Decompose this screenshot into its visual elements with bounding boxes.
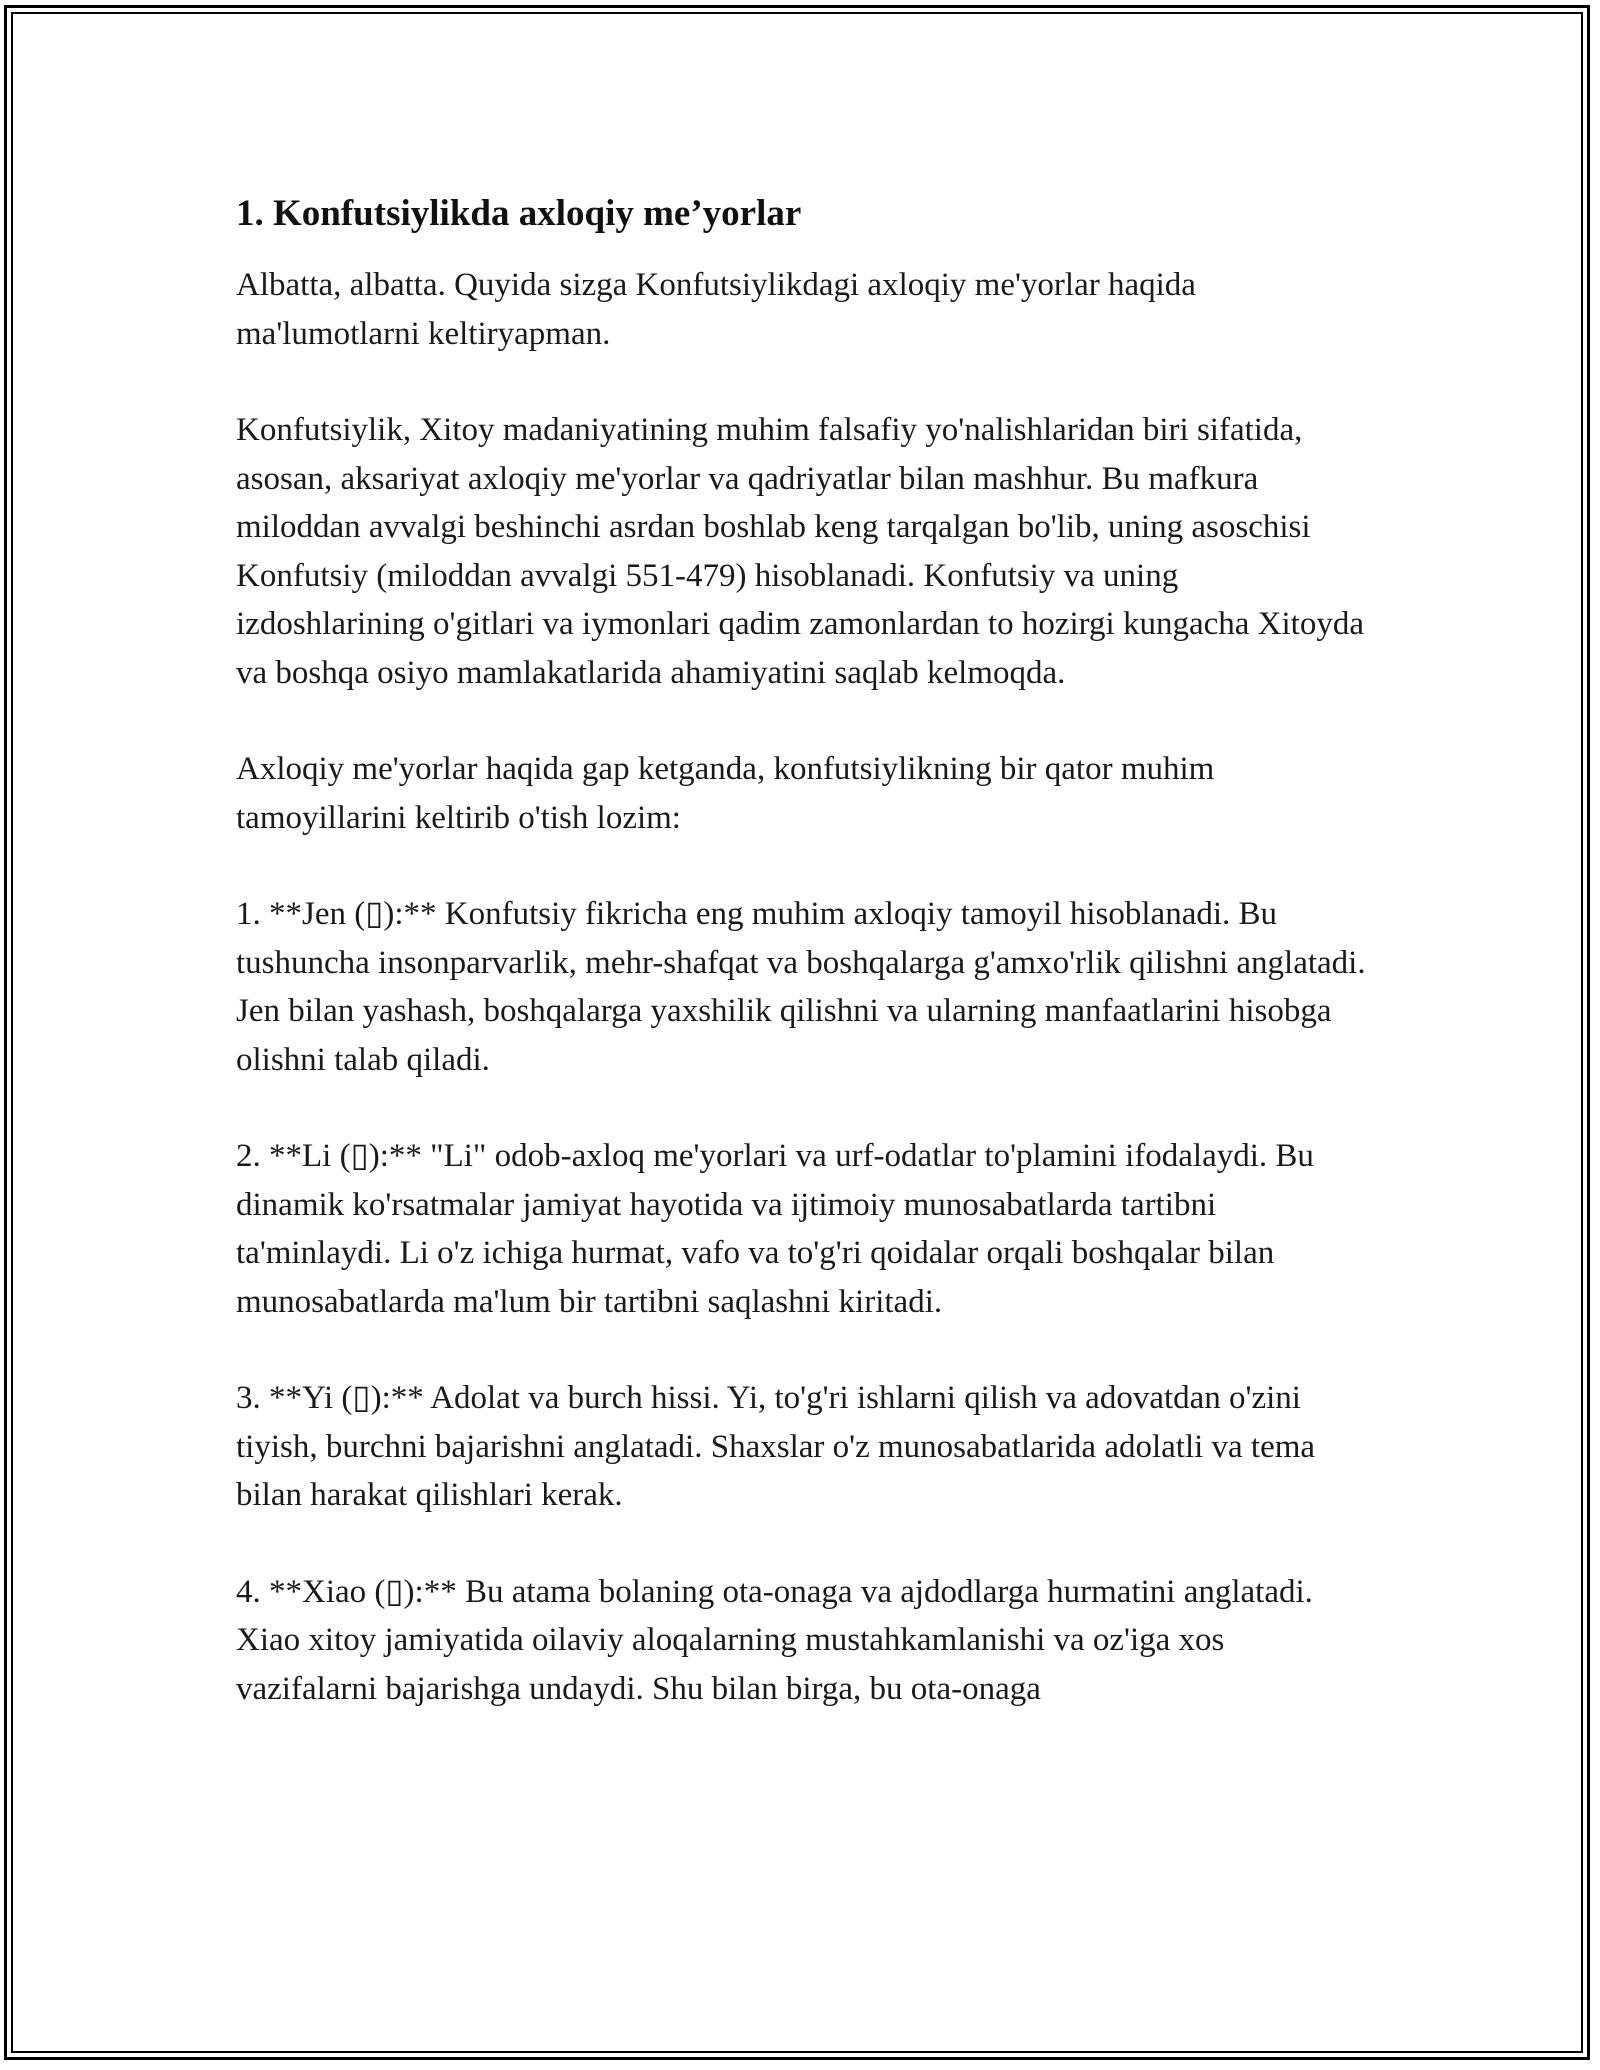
paragraph-background: Konfutsiylik, Xitoy madaniyatining muhim falsafiy yo'nalishlaridan biri sifatida, asosan, aksariyat axloqiy me'yorlar va qadriyatlar bilan mashhur. Bu mafkura miloddan avvalgi beshinchi asrdan boshlab keng tarqalgan bo'lib, uning asoschisi Konfutsiy (miloddan avvalgi 551-479) hisoblanadi. Konfutsiy va uning izdoshlarining o'gitlari va iymonlari qadim zamonlardan to hozirgi kungacha Xitoyda va boshqa osiyo mamlakatlarida ahamiyatini saqlab kelmoqda.: [236, 412, 1364, 691]
paragraph-li: 2. **Li (▯):** "Li" odob-axloq me'yorlari va urf-odatlar to'plamini ifodalaydi. Bu dinamik ko'rsatmalar jamiyat hayotida va ijtimoiy munosabatlarda tartibni ta'minlaydi. Li o'z ichiga hurmat, vafo va to'g'ri qoidalar orqali boshqalar bilan munosabatlarda ma'lum bir tartibni saqlashni kiritadi.: [236, 1138, 1314, 1320]
paragraph-jen: 1. **Jen (▯):** Konfutsiy fikricha eng muhim axloqiy tamoyil hisoblanadi. Bu tushuncha insonparvarlik, mehr-shafqat va boshqalarga g'amxo'rlik qilishni anglatadi. Jen bilan yashash, boshqalarga yaxshilik qilishni va ularning manfaatlarini hisobga olishni talab qiladi.: [236, 896, 1366, 1078]
document-title: 1. Konfutsiylikda axloqiy me’yorlar: [236, 193, 802, 234]
paragraph-principles-intro: Axloqiy me'yorlar haqida gap ketganda, konfutsiylikning bir qator muhim tamoyillarini keltirib o'tish lozim:: [236, 751, 1215, 836]
paragraph-yi: 3. **Yi (▯):** Adolat va burch hissi. Yi, to'g'ri ishlarni qilish va adovatdan o'zini tiyish, burchni bajarishni anglatadi. Shaxslar o'z munosabatlarida adolatli va tema bilan harakat qilishlari kerak.: [236, 1380, 1316, 1513]
paragraph-xiao: 4. **Xiao (▯):** Bu atama bolaning ota-onaga va ajdodlarga hurmatini anglatadi. Xiao xitoy jamiyatida oilaviy aloqalarning mustahkamlanishi va oz'iga xos vazifalarni bajarishga undaydi. Shu bilan birga, bu ota-onaga: [236, 1573, 1313, 1707]
document-content: [236, 186, 1366, 1761]
paragraph-intro: Albatta, albatta. Quyida sizga Konfutsiylikdagi axloqiy me'yorlar haqida ma'lumotlarni keltiryapman.: [236, 267, 1196, 352]
